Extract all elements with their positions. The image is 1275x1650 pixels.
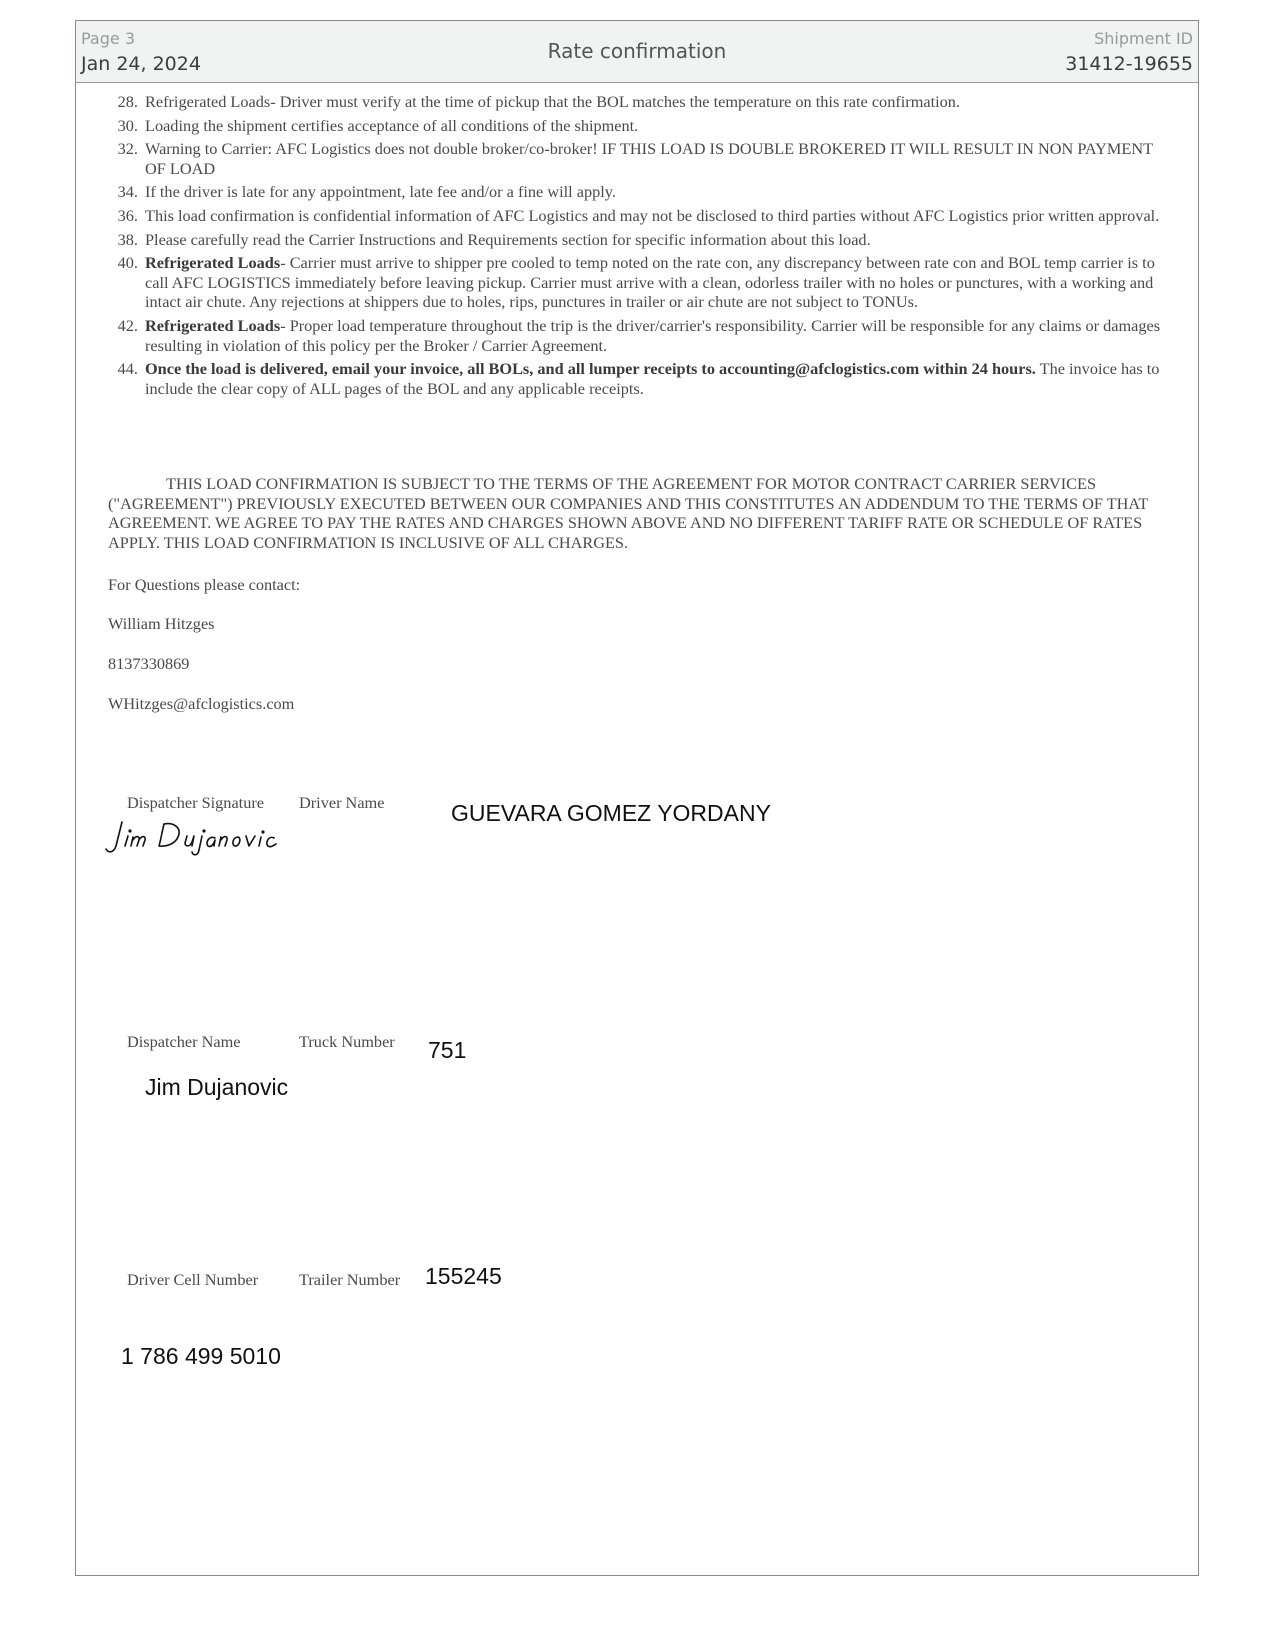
- truck-number-value: 751: [428, 1037, 467, 1063]
- driver-name-value: GUEVARA GOMEZ YORDANY: [451, 800, 771, 826]
- term-item: 40. Refrigerated Loads- Carrier must arrive to shipper pre cooled to temp noted on the rate con, any discrepancy between rate con and BOL temp carrier is to call AFC LOGISTICS immediately before leaving pickup. Carrier must arrive with a clean, odorless trailer with no holes or punctures, with a working and intact air chute. Any rejections at shippers due to holes, rips, punctures in trailer or air chute are not subject to TONUs.: [117, 253, 1155, 312]
- term-item: 44. Once the load is delivered, email your invoice, all BOLs, and all lumper receipts to accounting@afclogistics.com within 24 hours. The invoice has to include the clear copy of ALL pages of the BOL and any applicable receipts.: [117, 359, 1160, 398]
- contact-name: William Hitzges: [108, 614, 215, 633]
- contact-email: WHitzges@afclogistics.com: [108, 694, 295, 713]
- dispatcher-signature-image: [104, 816, 299, 858]
- contact-phone: 8137330869: [108, 654, 190, 673]
- terms-list: [107, 92, 1169, 402]
- driver-cell-value: 1 786 499 5010: [121, 1343, 281, 1369]
- shipment-id-value: 31412-19655: [1065, 53, 1193, 75]
- driver-cell-label: Driver Cell Number: [127, 1270, 259, 1289]
- page-header: [76, 21, 1198, 83]
- trailer-number-label: Trailer Number: [299, 1270, 401, 1289]
- term-item: 28. Refrigerated Loads- Driver must verify at the time of pickup that the BOL matches the temperature on this rate confirmation.: [117, 92, 960, 111]
- term-item: 36. This load confirmation is confidential information of AFC Logistics and may not be disclosed to third parties without AFC Logistics prior written approval.: [117, 205, 1160, 225]
- trailer-number-value: 155245: [425, 1263, 502, 1289]
- header-date: Jan 24, 2024: [81, 53, 201, 75]
- dispatcher-signature-label: Dispatcher Signature: [127, 793, 264, 812]
- driver-name-label: Driver Name: [299, 793, 385, 812]
- dispatcher-name-value: Jim Dujanovic: [145, 1074, 289, 1100]
- page-number-label: Page 3: [81, 29, 135, 48]
- term-item: 30. Loading the shipment certifies acceptance of all conditions of the shipment.: [117, 115, 639, 135]
- term-item: 38. Please carefully read the Carrier Instructions and Requirements section for specific information about this load.: [117, 229, 871, 249]
- truck-number-label: Truck Number: [299, 1032, 395, 1051]
- shipment-id-label: Shipment ID: [1094, 29, 1193, 48]
- term-item: 32. Warning to Carrier: AFC Logistics does not double broker/co-broker! IF THIS LOAD IS DOUBLE BROKERED IT WILL RESULT IN NON PAYMENT OF LOAD: [117, 139, 1153, 178]
- document-title: Rate confirmation: [547, 39, 727, 63]
- dispatcher-name-label: Dispatcher Name: [127, 1032, 241, 1051]
- agreement-statement: THIS LOAD CONFIRMATION IS SUBJECT TO THE TERMS OF THE AGREEMENT FOR MOTOR CONTRACT CARRIER SERVICES ("AGREEMENT") PREVIOUSLY EXECUTED BETWEEN OUR COMPANIES AND THIS CONSTITUTES AN ADDENDUM TO THE TERMS OF THAT AGREEMENT. WE AGREE TO PAY THE RATES AND CHARGES SHOWN ABOVE AND NO DIFFERENT TARIFF RATE OR SCHEDULE OF RATES APPLY. THIS LOAD CONFIRMATION IS INCLUSIVE OF ALL CHARGES.: [108, 474, 1148, 552]
- contact-intro: For Questions please contact:: [108, 575, 301, 594]
- term-item: 42. Refrigerated Loads- Proper load temperature throughout the trip is the driver/carrier's responsibility. Carrier will be responsible for any claims or damages resulting in violation of this policy per the Broker / Carrier Agreement.: [117, 315, 1161, 355]
- term-item: 34. If the driver is late for any appointment, late fee and/or a fine will apply.: [117, 182, 616, 202]
